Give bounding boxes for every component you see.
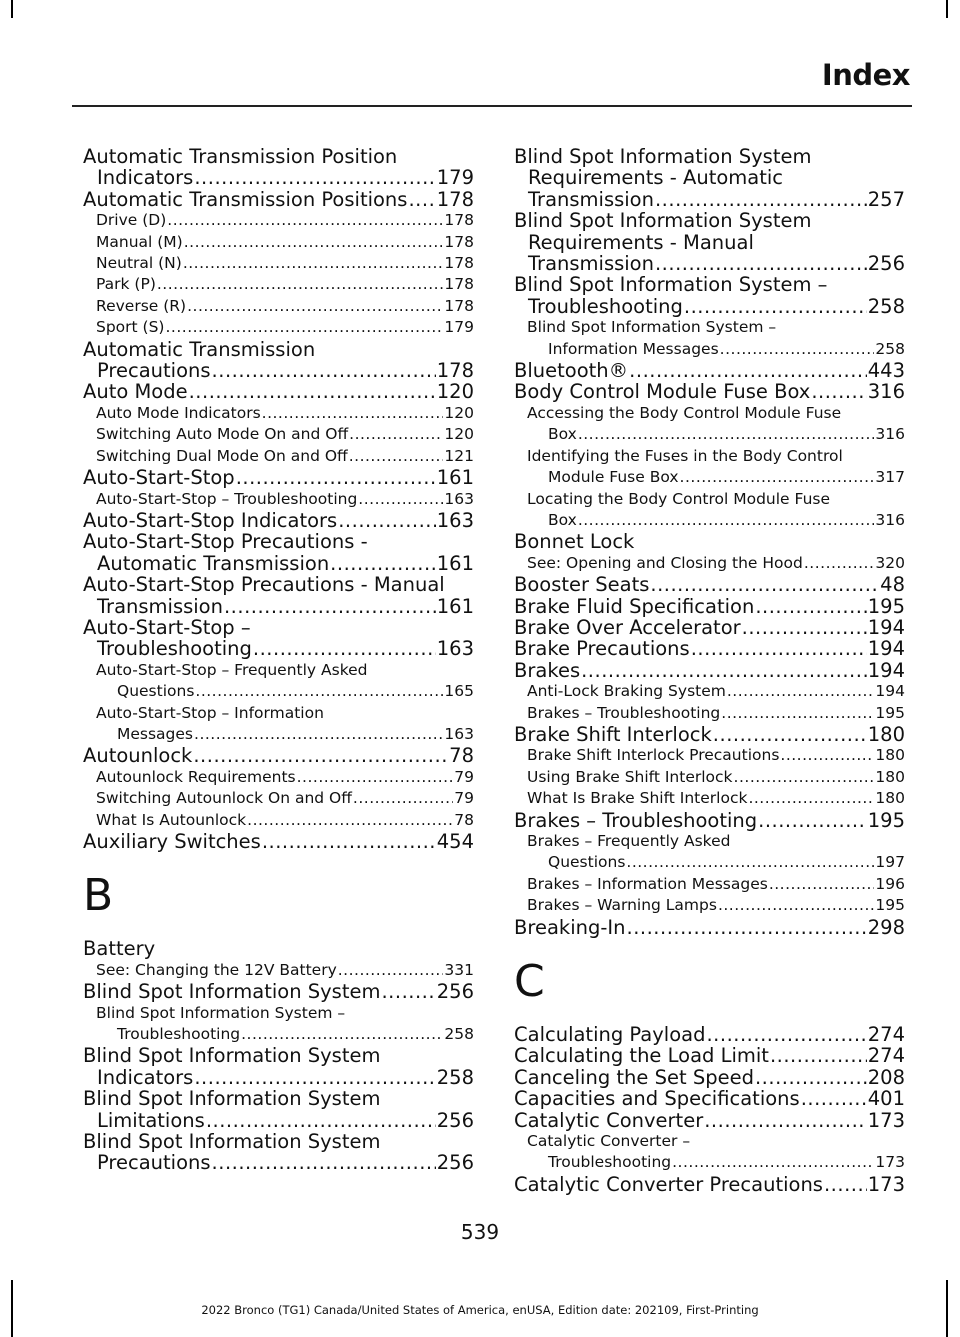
entry-text: Troubleshooting xyxy=(117,1025,241,1044)
index-column-right xyxy=(514,146,905,1195)
entry-text: Auto-Start-Stop xyxy=(83,466,235,490)
page-reference[interactable]: 173 xyxy=(875,1153,905,1172)
dot-leader xyxy=(262,403,444,424)
entry-text: Automatic Transmission Positions xyxy=(83,187,408,211)
index-subentry[interactable] xyxy=(514,895,905,916)
page-reference[interactable]: 208 xyxy=(867,1065,905,1089)
page-reference[interactable]: 195 xyxy=(867,594,905,618)
index-subentry[interactable] xyxy=(514,745,905,766)
entry-text-line: Identifying the Fuses in the Body Control xyxy=(527,446,843,465)
page-reference[interactable]: 194 xyxy=(867,658,905,682)
entry-text-line: Blind Spot Information System xyxy=(83,1087,381,1111)
page-reference[interactable]: 274 xyxy=(867,1044,905,1068)
dot-leader xyxy=(721,703,874,724)
entry-text: Autounlock Requirements xyxy=(96,767,296,786)
index-entry[interactable] xyxy=(514,596,905,617)
index-subentry[interactable] xyxy=(514,703,905,724)
page-reference[interactable]: 180 xyxy=(875,746,905,765)
page-reference[interactable]: 161 xyxy=(436,466,474,490)
dot-leader xyxy=(578,424,875,445)
dot-leader xyxy=(769,874,875,895)
entry-text: Transmission xyxy=(97,594,223,618)
entry-text: Calculating Payload xyxy=(514,1023,706,1047)
entry-text-line: Requirements - Automatic xyxy=(528,166,784,190)
entry-text: Calculating the Load Limit xyxy=(514,1044,769,1068)
dot-leader xyxy=(194,167,435,188)
crop-mark-top-right xyxy=(946,0,948,18)
entry-text: Brake Shift Interlock xyxy=(514,722,712,746)
dot-leader xyxy=(680,467,875,488)
index-entry[interactable] xyxy=(83,831,474,852)
index-subentry[interactable] xyxy=(83,960,474,981)
entry-text: Switching Autounlock On and Off xyxy=(96,789,352,808)
edition-note: 2022 Bronco (TG1) Canada/United States of America, enUSA, Edition date: 202109, First-Printing xyxy=(201,1303,759,1317)
entry-text: Automatic Transmission xyxy=(97,551,330,575)
index-entry[interactable] xyxy=(514,574,905,595)
dot-leader xyxy=(330,553,436,574)
dot-leader xyxy=(684,296,867,317)
page-reference[interactable]: 258 xyxy=(867,294,905,318)
index-entry[interactable] xyxy=(514,917,905,938)
page-reference[interactable]: 178 xyxy=(444,254,474,273)
entry-text: Messages xyxy=(117,724,194,743)
index-entry[interactable] xyxy=(83,510,474,531)
index-entry[interactable] xyxy=(83,339,474,382)
page-reference[interactable]: 161 xyxy=(436,551,474,575)
entry-text: See: Opening and Closing the Hood xyxy=(527,553,803,572)
index-subentry[interactable] xyxy=(83,788,474,809)
entry-text: Precautions xyxy=(97,359,211,383)
dot-leader xyxy=(247,810,453,831)
header-divider xyxy=(72,105,912,107)
entry-text: Questions xyxy=(548,853,626,872)
index-entry[interactable] xyxy=(83,189,474,210)
page-number: 539 xyxy=(460,1220,500,1244)
page-reference[interactable]: 195 xyxy=(867,808,905,832)
entry-text: Brakes – Troubleshooting xyxy=(514,808,758,832)
page-reference[interactable]: 316 xyxy=(875,425,905,444)
entry-text: Transmission xyxy=(528,252,654,276)
entry-text: Brakes – Troubleshooting xyxy=(527,703,721,722)
entry-text-line: Blind Spot Information System xyxy=(514,209,812,233)
entry-text: Park (P) xyxy=(96,275,156,294)
index-entry[interactable] xyxy=(83,745,474,766)
page-reference[interactable]: 120 xyxy=(436,380,474,404)
entry-text: Neutral (N) xyxy=(96,254,182,273)
dot-leader xyxy=(748,788,874,809)
dot-leader xyxy=(581,660,867,681)
entry-text-line: Requirements - Manual xyxy=(528,230,754,254)
page-reference[interactable]: 179 xyxy=(444,318,474,337)
entry-text: Indicators xyxy=(97,166,194,190)
index-subentry[interactable] xyxy=(83,1003,474,1046)
dot-leader xyxy=(824,1174,867,1195)
index-entry[interactable] xyxy=(514,210,905,274)
page-reference[interactable]: 78 xyxy=(454,810,474,829)
page-reference[interactable]: 258 xyxy=(436,1065,474,1089)
entry-text-line: Auto-Start-Stop – Frequently Asked xyxy=(96,660,368,679)
page-reference[interactable]: 178 xyxy=(444,296,474,315)
index-entry[interactable] xyxy=(514,360,905,381)
entry-text: Blind Spot Information System xyxy=(83,980,381,1004)
dot-leader xyxy=(167,210,443,231)
page-reference[interactable]: 195 xyxy=(875,703,905,722)
entry-text-line: Automatic Transmission Position xyxy=(83,145,398,168)
page-reference[interactable]: 163 xyxy=(444,489,474,508)
entry-text: Reverse (R) xyxy=(96,296,187,315)
page-reference[interactable]: 258 xyxy=(444,1025,474,1044)
index-entry[interactable] xyxy=(83,574,474,617)
dot-leader xyxy=(770,1045,867,1066)
entry-text: Using Brake Shift Interlock xyxy=(527,767,733,786)
page-reference[interactable]: 195 xyxy=(875,896,905,915)
page-reference[interactable]: 196 xyxy=(875,874,905,893)
page-reference[interactable]: 180 xyxy=(867,722,905,746)
index-entry[interactable] xyxy=(514,1045,905,1066)
dot-leader xyxy=(629,360,867,381)
index-entry[interactable] xyxy=(514,1174,905,1195)
entry-text: Booster Seats xyxy=(514,573,650,597)
index-subentry[interactable] xyxy=(514,1131,905,1174)
index-subentry[interactable] xyxy=(83,424,474,445)
index-subentry[interactable] xyxy=(83,317,474,338)
page-reference[interactable]: 256 xyxy=(867,252,905,276)
page-reference[interactable]: 178 xyxy=(444,275,474,294)
index-subentry[interactable] xyxy=(83,210,474,231)
index-subentry[interactable] xyxy=(83,810,474,831)
entry-text: Switching Auto Mode On and Off xyxy=(96,425,349,444)
dot-leader xyxy=(672,1152,874,1173)
page-reference[interactable]: 173 xyxy=(867,1172,905,1196)
page-reference[interactable]: 178 xyxy=(436,187,474,211)
index-subentry[interactable] xyxy=(83,660,474,703)
index-subentry[interactable] xyxy=(514,767,905,788)
page-reference[interactable]: 180 xyxy=(875,789,905,808)
entry-text: Questions xyxy=(117,682,195,701)
entry-text-line: Auto-Start-Stop Precautions - Manual xyxy=(83,573,445,597)
index-entry[interactable] xyxy=(514,274,905,317)
page-reference[interactable]: 79 xyxy=(454,789,474,808)
dot-leader xyxy=(755,596,866,617)
index-entry[interactable] xyxy=(514,1110,905,1131)
dot-leader xyxy=(742,617,867,638)
crop-mark-top-left xyxy=(11,0,13,18)
page-reference[interactable]: 178 xyxy=(444,211,474,230)
index-subentry[interactable] xyxy=(83,489,474,510)
dot-leader xyxy=(755,1067,867,1088)
page-reference[interactable]: 163 xyxy=(436,508,474,532)
dot-leader xyxy=(262,831,436,852)
page-reference[interactable]: 194 xyxy=(867,637,905,661)
dot-leader xyxy=(349,424,443,445)
entry-text: Body Control Module Fuse Box xyxy=(514,380,811,404)
dot-leader xyxy=(183,253,444,274)
dot-leader xyxy=(801,1088,867,1109)
page-reference[interactable]: 256 xyxy=(436,1108,474,1132)
dot-leader xyxy=(734,767,875,788)
index-entry[interactable] xyxy=(514,1067,905,1088)
dot-leader xyxy=(720,339,875,360)
page-reference[interactable]: 257 xyxy=(867,187,905,211)
dot-leader xyxy=(189,381,436,402)
entry-text: Manual (M) xyxy=(96,232,183,251)
entry-text: Troubleshooting xyxy=(548,1153,672,1172)
entry-text: Module Fuse Box xyxy=(548,468,679,487)
entry-text-line: Auto-Start-Stop Precautions - xyxy=(83,530,368,554)
entry-text-line: Blind Spot Information System – xyxy=(96,1003,346,1022)
index-entry[interactable] xyxy=(83,981,474,1002)
dot-leader xyxy=(655,189,867,210)
page-reference[interactable]: 316 xyxy=(875,510,905,529)
dot-leader xyxy=(184,232,444,253)
index-entry[interactable] xyxy=(83,146,474,189)
index-entry[interactable] xyxy=(83,1045,474,1088)
dot-leader xyxy=(381,981,435,1002)
entry-text-line: Auto-Start-Stop – Information xyxy=(96,703,324,722)
dot-leader xyxy=(236,467,436,488)
dot-leader xyxy=(704,1110,867,1131)
dot-leader xyxy=(578,510,875,531)
entry-text: Box xyxy=(548,425,577,444)
entry-text: Auto-Start-Stop Indicators xyxy=(83,508,338,532)
entry-text: Brake Over Accelerator xyxy=(514,615,741,639)
entry-text-line: Blind Spot Information System xyxy=(83,1044,381,1068)
page-reference[interactable]: 180 xyxy=(875,767,905,786)
page-reference[interactable]: 443 xyxy=(867,359,905,383)
dot-leader xyxy=(691,638,867,659)
dot-leader xyxy=(241,1024,443,1045)
index-entry[interactable] xyxy=(83,1131,474,1174)
index-entry[interactable] xyxy=(83,531,474,574)
entry-text: Indicators xyxy=(97,1065,194,1089)
dot-leader xyxy=(187,296,443,317)
dot-leader xyxy=(408,189,435,210)
index-subentry[interactable] xyxy=(83,446,474,467)
page-reference[interactable]: 256 xyxy=(436,980,474,1004)
page-reference[interactable]: 178 xyxy=(444,232,474,251)
entry-text: Auxiliary Switches xyxy=(83,830,261,853)
index-subentry[interactable] xyxy=(83,274,474,295)
entry-text-line: Blind Spot Information System – xyxy=(514,273,828,297)
index-entry[interactable] xyxy=(514,381,905,402)
entry-text: Brake Shift Interlock Precautions xyxy=(527,746,780,765)
index-subentry[interactable] xyxy=(83,253,474,274)
dot-leader xyxy=(195,681,443,702)
entry-text: Auto Mode xyxy=(83,380,188,404)
page-reference[interactable]: 258 xyxy=(875,339,905,358)
entry-text: Brakes – Information Messages xyxy=(527,874,768,893)
dot-leader xyxy=(358,489,443,510)
index-column-left xyxy=(83,146,474,1174)
index-subentry[interactable] xyxy=(514,831,905,874)
page-reference[interactable]: 197 xyxy=(875,853,905,872)
page-reference[interactable]: 163 xyxy=(436,637,474,661)
index-entry[interactable] xyxy=(514,146,905,210)
entry-text: Troubleshooting xyxy=(528,294,683,318)
dot-leader xyxy=(193,745,448,766)
index-heading: Bonnet Lock xyxy=(514,530,635,554)
dot-leader xyxy=(353,788,453,809)
page-reference[interactable]: 320 xyxy=(875,553,905,572)
page-title: Index xyxy=(821,58,910,92)
entry-text: What Is Autounlock xyxy=(96,810,247,829)
page-reference[interactable]: 274 xyxy=(867,1023,905,1047)
entry-text-line: Blind Spot Information System xyxy=(514,145,812,168)
page-reference[interactable]: 79 xyxy=(454,767,474,786)
dot-leader xyxy=(718,895,874,916)
entry-text: Sport (S) xyxy=(96,318,165,337)
entry-text: Switching Dual Mode On and Off xyxy=(96,446,348,465)
page-reference[interactable]: 120 xyxy=(444,425,474,444)
page-reference[interactable]: 178 xyxy=(436,359,474,383)
section-letter: B xyxy=(83,870,114,922)
index-entry[interactable] xyxy=(514,724,905,745)
index-entry[interactable] xyxy=(83,467,474,488)
dot-leader xyxy=(627,917,867,938)
page-reference[interactable]: 121 xyxy=(444,446,474,465)
dot-leader xyxy=(349,446,444,467)
page-reference[interactable]: 163 xyxy=(444,724,474,743)
page-reference[interactable]: 165 xyxy=(444,682,474,701)
entry-text: Brake Precautions xyxy=(514,637,690,661)
entry-text-line: Locating the Body Control Module Fuse xyxy=(527,489,831,508)
index-entry[interactable] xyxy=(83,381,474,402)
index-entry[interactable] xyxy=(514,1024,905,1045)
dot-leader xyxy=(713,724,867,745)
index-subentry[interactable] xyxy=(83,232,474,253)
page-reference[interactable]: 120 xyxy=(444,403,474,422)
entry-text: Brake Fluid Specification xyxy=(514,594,755,618)
entry-text: Auto-Start-Stop – Troubleshooting xyxy=(96,489,358,508)
page-reference[interactable]: 317 xyxy=(875,468,905,487)
entry-text: See: Changing the 12V Battery xyxy=(96,960,337,979)
dot-leader xyxy=(297,767,454,788)
entry-text: Precautions xyxy=(97,1151,211,1175)
index-subentry[interactable] xyxy=(83,767,474,788)
page-reference[interactable]: 454 xyxy=(436,830,474,853)
index-entry[interactable] xyxy=(514,810,905,831)
index-entry[interactable] xyxy=(83,1088,474,1131)
entry-text: Auto Mode Indicators xyxy=(96,403,261,422)
index-subentry[interactable] xyxy=(514,874,905,895)
dot-leader xyxy=(165,317,443,338)
entry-text: Anti-Lock Braking System xyxy=(527,682,726,701)
index-subentry[interactable] xyxy=(514,317,905,360)
page-reference[interactable]: 161 xyxy=(436,594,474,618)
dot-leader xyxy=(338,510,436,531)
dot-leader xyxy=(206,1110,436,1131)
entry-text: Catalytic Converter Precautions xyxy=(514,1172,823,1196)
index-entry[interactable] xyxy=(514,1088,905,1109)
index-subentry[interactable] xyxy=(514,681,905,702)
entry-text: Bluetooth® xyxy=(514,359,629,383)
index-subentry[interactable] xyxy=(83,296,474,317)
entry-text: Capacities and Specifications xyxy=(514,1087,800,1111)
dot-leader xyxy=(212,360,436,381)
page-reference[interactable]: 194 xyxy=(875,682,905,701)
entry-text-line: Blind Spot Information System – xyxy=(527,318,777,337)
dot-leader xyxy=(706,1024,866,1045)
section-letter: C xyxy=(514,956,545,1008)
index-entry[interactable] xyxy=(83,617,474,660)
page-reference[interactable]: 194 xyxy=(867,615,905,639)
dot-leader xyxy=(338,960,444,981)
dot-leader xyxy=(758,810,867,831)
index-subentry[interactable] xyxy=(514,446,905,489)
dot-leader xyxy=(194,724,443,745)
entry-text: Autounlock xyxy=(83,744,193,768)
dot-leader xyxy=(194,1067,435,1088)
page-reference[interactable]: 78 xyxy=(449,744,474,768)
dot-leader xyxy=(780,745,874,766)
entry-text: What Is Brake Shift Interlock xyxy=(527,789,748,808)
entry-text: Box xyxy=(548,510,577,529)
dot-leader xyxy=(727,681,875,702)
index-subentry[interactable] xyxy=(83,403,474,424)
entry-text-line: Blind Spot Information System xyxy=(83,1130,381,1154)
index-subentry[interactable] xyxy=(514,489,905,532)
entry-text: Drive (D) xyxy=(96,211,167,230)
entry-text: Catalytic Converter xyxy=(514,1108,704,1132)
index-subentry[interactable] xyxy=(514,553,905,574)
entry-text: Limitations xyxy=(97,1108,205,1132)
entry-text: Information Messages xyxy=(548,339,719,358)
dot-leader xyxy=(655,253,867,274)
index-entry[interactable] xyxy=(514,617,905,638)
entry-text: Brakes – Warning Lamps xyxy=(527,896,717,915)
index-subentry[interactable] xyxy=(514,788,905,809)
page-reference[interactable]: 401 xyxy=(867,1087,905,1111)
entry-text-line: Auto-Start-Stop – xyxy=(83,615,251,639)
index-entry[interactable] xyxy=(514,660,905,681)
page-reference[interactable]: 316 xyxy=(867,380,905,404)
index-entry[interactable] xyxy=(514,638,905,659)
entry-text: Canceling the Set Speed xyxy=(514,1065,754,1089)
dot-leader xyxy=(212,1152,436,1173)
dot-leader xyxy=(157,274,444,295)
dot-leader xyxy=(650,574,879,595)
entry-text: Transmission xyxy=(528,187,654,211)
page-reference[interactable]: 173 xyxy=(867,1108,905,1132)
entry-text: Brakes xyxy=(514,658,581,682)
entry-text-line: Accessing the Body Control Module Fuse xyxy=(527,403,842,422)
entry-text-line: Catalytic Converter – xyxy=(527,1132,691,1151)
entry-text-line: Brakes – Frequently Asked xyxy=(527,832,731,850)
page-reference[interactable]: 48 xyxy=(880,573,905,597)
page-reference[interactable]: 331 xyxy=(444,960,474,979)
page-reference[interactable]: 298 xyxy=(867,915,905,939)
entry-text: Troubleshooting xyxy=(97,637,252,661)
index-heading: Battery xyxy=(83,937,156,961)
page-reference[interactable]: 179 xyxy=(436,166,474,190)
index-subentry[interactable] xyxy=(83,703,474,746)
dot-leader xyxy=(224,596,436,617)
dot-leader xyxy=(804,553,875,574)
index-subentry[interactable] xyxy=(514,403,905,446)
dot-leader xyxy=(626,852,874,873)
page-reference[interactable]: 256 xyxy=(436,1151,474,1175)
entry-text: Breaking-In xyxy=(514,915,626,939)
entry-text-line: Automatic Transmission xyxy=(83,337,316,361)
dot-leader xyxy=(811,381,866,402)
dot-leader xyxy=(253,638,436,659)
